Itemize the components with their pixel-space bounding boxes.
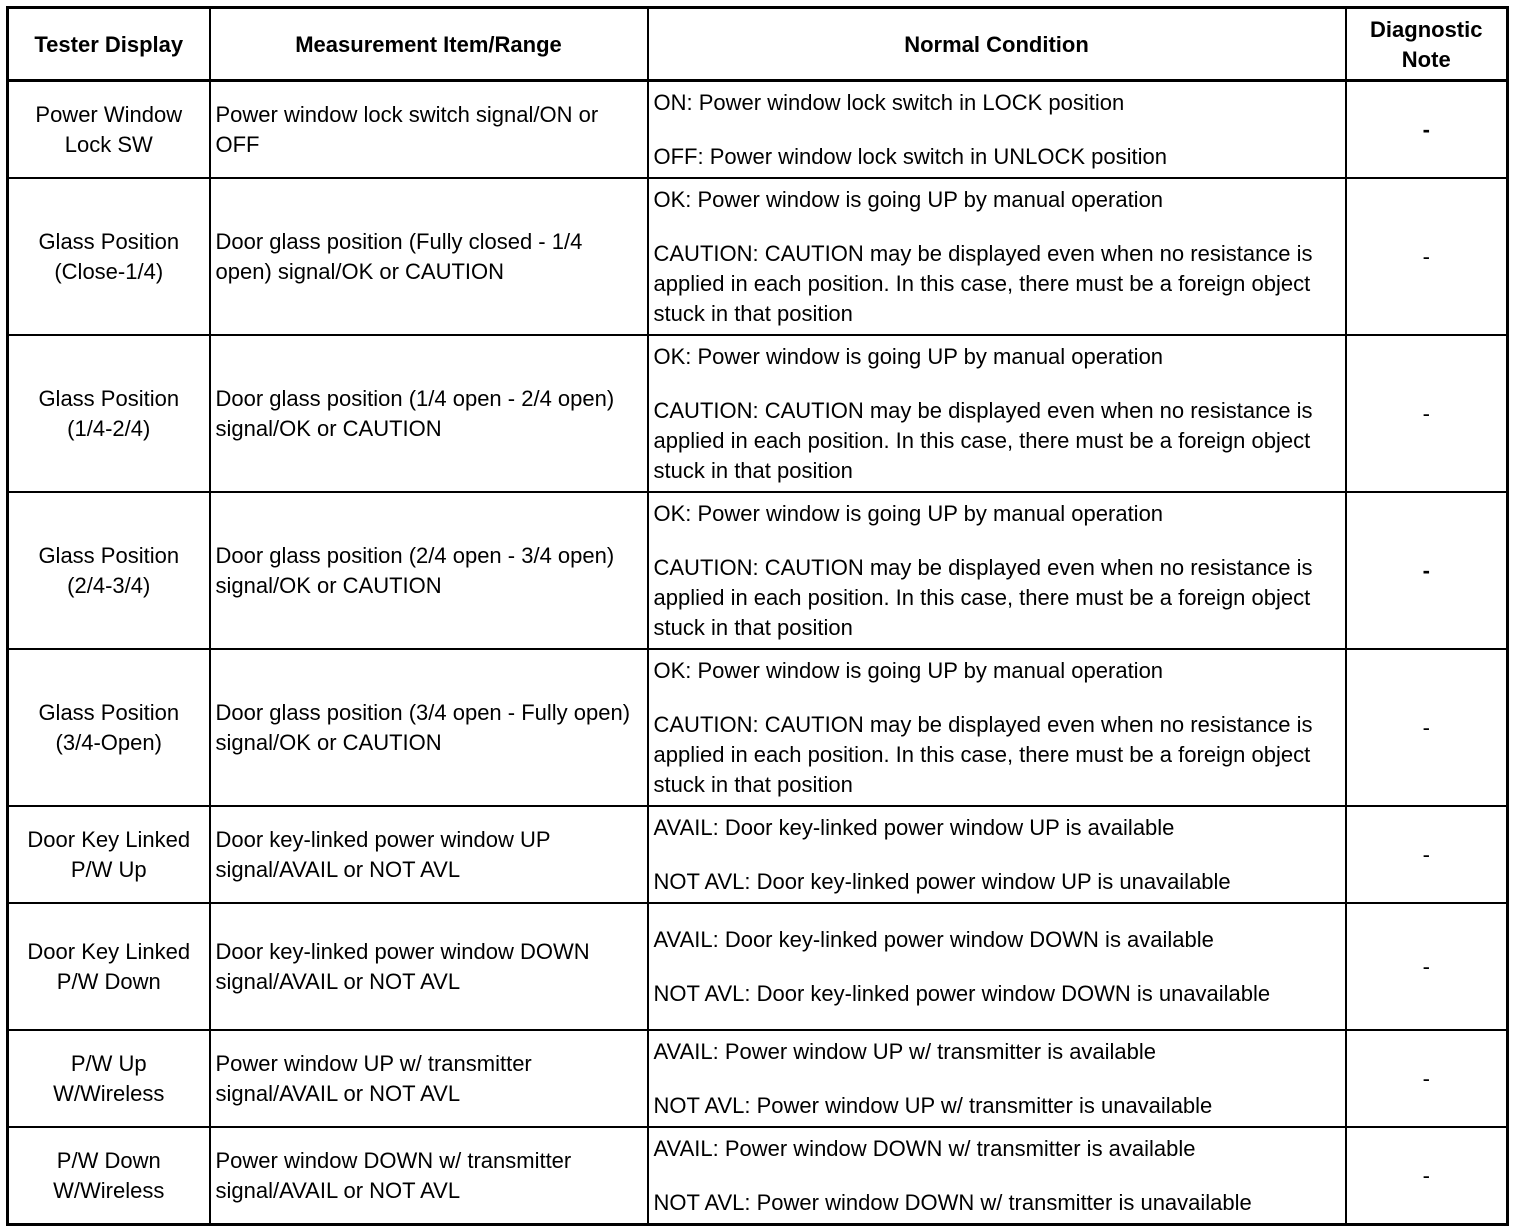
tester-display-cell: Glass Position (2/4-3/4) xyxy=(8,492,210,649)
diagnostic-note-cell: - xyxy=(1346,492,1508,649)
diagnostic-note-cell: - xyxy=(1346,806,1508,903)
condition-text: OFF: Power window lock switch in UNLOCK position xyxy=(653,143,1167,169)
table-row xyxy=(8,649,1508,806)
tester-display-cell: Door Key Linked P/W Down xyxy=(8,903,210,1030)
condition-text: NOT AVL: Power window UP w/ transmitter is unavailable xyxy=(653,1092,1213,1118)
normal-condition-cell xyxy=(648,178,1346,335)
condition-text: CAUTION: CAUTION may be displayed even when no resistance is applied in each position. In this case, there must be a foreign object stuck in that position xyxy=(653,711,1313,797)
measurement-cell: Door key-linked power window DOWN signal/AVAIL or NOT AVL xyxy=(210,903,648,1030)
normal-condition-cell xyxy=(648,1030,1346,1127)
table-row xyxy=(8,903,1508,1030)
normal-condition-cell xyxy=(648,1127,1346,1225)
condition-text: CAUTION: CAUTION may be displayed even when no resistance is applied in each position. In this case, there must be a foreign object stuck in that position xyxy=(653,554,1313,640)
header-diagnostic-note: Diagnostic Note xyxy=(1346,8,1508,81)
table-row xyxy=(8,81,1508,179)
table-row xyxy=(8,806,1508,903)
measurement-cell: Power window DOWN w/ transmitter signal/AVAIL or NOT AVL xyxy=(210,1127,648,1225)
normal-condition-cell xyxy=(648,335,1346,492)
normal-condition-cell xyxy=(648,903,1346,1030)
diagnostic-note-cell: - xyxy=(1346,1030,1508,1127)
tester-display-cell: Glass Position (3/4-Open) xyxy=(8,649,210,806)
diagnostic-note-cell: - xyxy=(1346,81,1508,179)
condition-text: OK: Power window is going UP by manual operation xyxy=(653,500,1164,526)
table-header-row xyxy=(8,8,1508,81)
measurement-cell: Door key-linked power window UP signal/AVAIL or NOT AVL xyxy=(210,806,648,903)
diagnostic-note-cell: - xyxy=(1346,903,1508,1030)
data-list-table xyxy=(6,6,1509,1226)
table-row xyxy=(8,1127,1508,1225)
normal-condition-cell xyxy=(648,649,1346,806)
condition-text: NOT AVL: Door key-linked power window DOWN is unavailable xyxy=(653,980,1271,1006)
condition-text: NOT AVL: Power window DOWN w/ transmitter is unavailable xyxy=(653,1189,1252,1215)
measurement-cell: Door glass position (Fully closed - 1/4 open) signal/OK or CAUTION xyxy=(210,178,648,335)
normal-condition-cell xyxy=(648,81,1346,179)
tester-display-cell: Glass Position (Close-1/4) xyxy=(8,178,210,335)
diagnostic-note-cell: - xyxy=(1346,178,1508,335)
diagnostic-note-cell: - xyxy=(1346,649,1508,806)
condition-text: AVAIL: Power window DOWN w/ transmitter is available xyxy=(653,1135,1196,1161)
table-row xyxy=(8,335,1508,492)
tester-display-cell: P/W Down W/Wireless xyxy=(8,1127,210,1225)
diagnostic-note-cell: - xyxy=(1346,335,1508,492)
condition-text: ON: Power window lock switch in LOCK position xyxy=(653,89,1125,115)
condition-text: CAUTION: CAUTION may be displayed even when no resistance is applied in each position. In this case, there must be a foreign object stuck in that position xyxy=(653,397,1313,483)
tester-display-cell: P/W Up W/Wireless xyxy=(8,1030,210,1127)
normal-condition-cell xyxy=(648,806,1346,903)
condition-text: AVAIL: Door key-linked power window DOWN is available xyxy=(653,926,1214,952)
tester-display-cell: Glass Position (1/4-2/4) xyxy=(8,335,210,492)
condition-text: OK: Power window is going UP by manual operation xyxy=(653,657,1164,683)
condition-text: OK: Power window is going UP by manual operation xyxy=(653,343,1164,369)
measurement-cell: Door glass position (2/4 open - 3/4 open) signal/OK or CAUTION xyxy=(210,492,648,649)
condition-text: OK: Power window is going UP by manual operation xyxy=(653,186,1164,212)
header-normal-condition: Normal Condition xyxy=(648,8,1346,81)
measurement-cell: Door glass position (3/4 open - Fully open) signal/OK or CAUTION xyxy=(210,649,648,806)
condition-text: AVAIL: Power window UP w/ transmitter is available xyxy=(653,1038,1157,1064)
normal-condition-cell xyxy=(648,492,1346,649)
tester-display-cell: Power Window Lock SW xyxy=(8,81,210,179)
table-row xyxy=(8,1030,1508,1127)
header-tester-display: Tester Display xyxy=(8,8,210,81)
condition-text: CAUTION: CAUTION may be displayed even when no resistance is applied in each position. In this case, there must be a foreign object stuck in that position xyxy=(653,240,1313,326)
diagnostic-note-cell: - xyxy=(1346,1127,1508,1225)
measurement-cell: Door glass position (1/4 open - 2/4 open) signal/OK or CAUTION xyxy=(210,335,648,492)
condition-text: AVAIL: Door key-linked power window UP is available xyxy=(653,814,1175,840)
header-measurement-item: Measurement Item/Range xyxy=(210,8,648,81)
table-row xyxy=(8,492,1508,649)
measurement-cell: Power window UP w/ transmitter signal/AVAIL or NOT AVL xyxy=(210,1030,648,1127)
condition-text: NOT AVL: Door key-linked power window UP is unavailable xyxy=(653,868,1231,894)
table-row xyxy=(8,178,1508,335)
measurement-cell: Power window lock switch signal/ON or OFF xyxy=(210,81,648,179)
tester-display-cell: Door Key Linked P/W Up xyxy=(8,806,210,903)
